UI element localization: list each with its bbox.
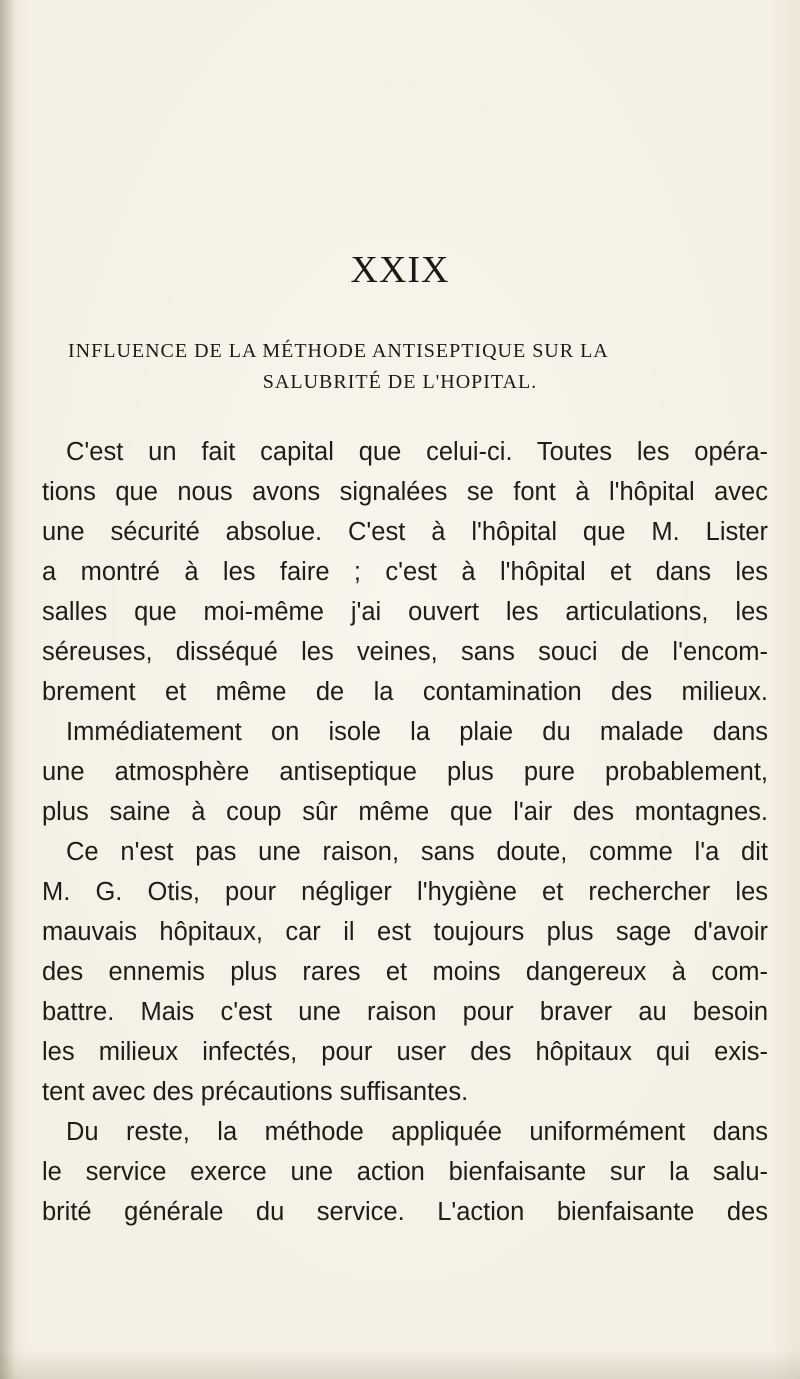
chapter-heading-line-1: INFLUENCE DE LA MÉTHODE ANTISEPTIQUE SUR LA — [68, 340, 609, 362]
page-bottom-shadow — [0, 1349, 800, 1379]
page-gutter-shadow — [0, 0, 16, 1379]
text-line: M. G. Otis, pour négliger l'hygiène et rechercher les — [42, 878, 768, 906]
text-line: tent avec des précautions suffisantes. — [42, 1078, 469, 1106]
text-line: battre. Mais c'est une raison pour braver au besoin — [42, 998, 768, 1026]
chapter-number: XXIX — [350, 249, 450, 291]
chapter-heading-line-2: SALUBRITÉ DE L'HOPITAL. — [262, 371, 538, 393]
text-line: séreuses, disséqué les veines, sans souci de l'encom- — [42, 638, 768, 666]
text-line: Du reste, la méthode appliquée uniformément dans — [66, 1118, 768, 1146]
text-line: une sécurité absolue. C'est à l'hôpital que M. Lister — [42, 518, 768, 546]
chapter-body — [42, 432, 768, 1232]
text-line: une atmosphère antiseptique plus pure probablement, — [42, 758, 768, 786]
text-line: a montré à les faire ; c'est à l'hôpital et dans les — [42, 558, 768, 586]
text-line: plus saine à coup sûr même que l'air des montagnes. — [42, 798, 768, 826]
text-line: des ennemis plus rares et moins dangereux à com- — [42, 958, 768, 986]
text-line: C'est un fait capital que celui-ci. Toutes les opéra- — [66, 438, 768, 466]
text-line: brement et même de la contamination des milieux. — [42, 678, 768, 706]
text-line: mauvais hôpitaux, car il est toujours plus sage d'avoir — [42, 918, 768, 946]
text-line: Ce n'est pas une raison, sans doute, comme l'a dit — [66, 838, 768, 866]
text-line: Immédiatement on isole la plaie du malade dans — [66, 718, 768, 746]
text-line: tions que nous avons signalées se font à l'hôpital avec — [42, 478, 768, 506]
text-line: le service exerce une action bienfaisante sur la salu- — [42, 1158, 768, 1186]
text-line: salles que moi-même j'ai ouvert les articulations, les — [42, 598, 768, 626]
text-line: les milieux infectés, pour user des hôpitaux qui exis- — [42, 1038, 768, 1066]
text-line: brité générale du service. L'action bienfaisante des — [42, 1198, 768, 1226]
